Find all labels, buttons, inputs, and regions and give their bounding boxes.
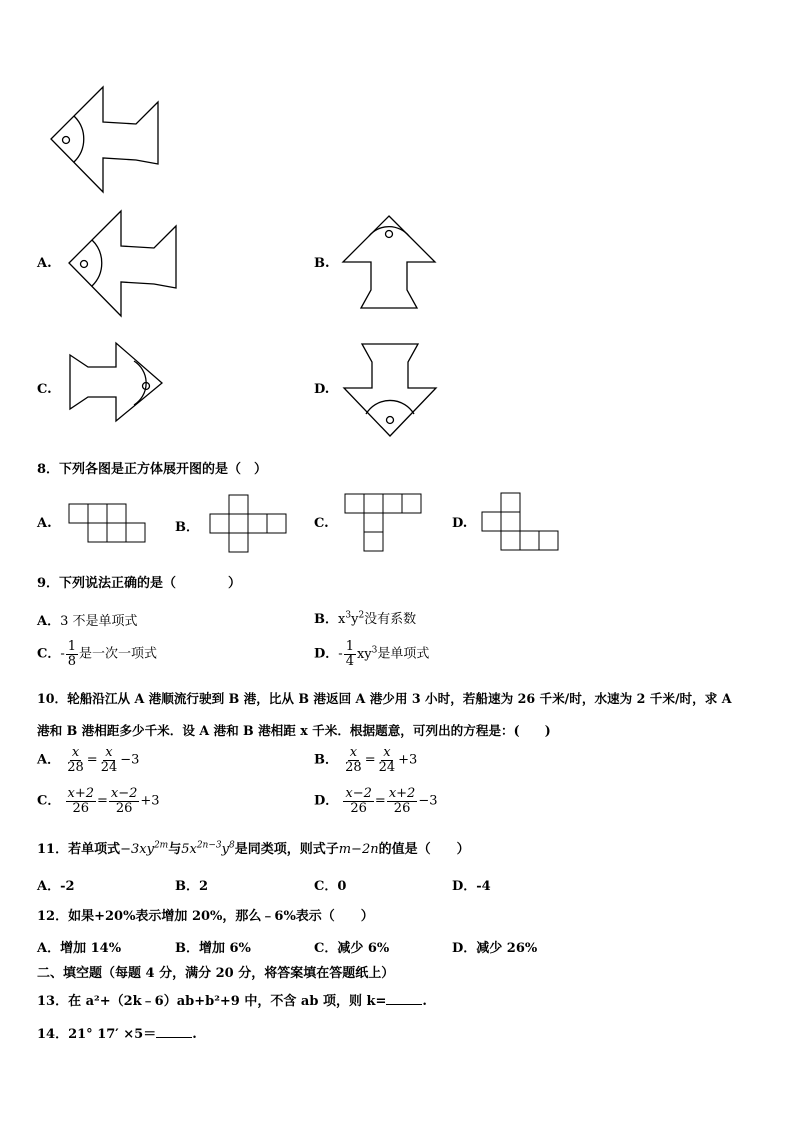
q12-option-d[interactable]: D．减少 26% xyxy=(452,941,538,956)
q8-option-a-net[interactable] xyxy=(68,503,146,543)
q11-option-b[interactable]: B．2 xyxy=(175,879,209,894)
q9-option-b[interactable] xyxy=(314,608,416,627)
fish-option-b-figure[interactable] xyxy=(341,214,437,310)
q9-option-c-text: 是一次一项式 xyxy=(79,646,158,662)
fish-option-d-label: D. xyxy=(314,382,330,397)
q9-stem: 9．下列说法正确的是（ ） xyxy=(37,576,242,591)
q10-option-d[interactable]: D． $\frac{x-2}{26}$ = $\frac{x+2}{26}$ −3 xyxy=(314,786,438,816)
q12-option-a[interactable]: A．增加 14% xyxy=(37,941,122,956)
q11-monomial-1: $-3xy^{2m}$ xyxy=(120,840,169,857)
q9-option-d-label: D． xyxy=(314,646,339,662)
q9-option-d-text: 是单项式 xyxy=(377,646,430,662)
q9-option-d-math: $xy^3$ xyxy=(356,645,378,662)
q11-expression: m−2n xyxy=(338,842,379,857)
fish-option-c-figure[interactable] xyxy=(68,341,164,421)
q9-option-a-text: 3 不是单项式 xyxy=(60,614,138,629)
q10-stem-line2: 港和 B 港相距多少千米．设 A 港和 B 港相距 x 千米．根据题意，可列出的方程是：( ) xyxy=(37,723,551,738)
q9-option-c-sign: - xyxy=(60,646,65,662)
q9-option-b-text: 没有系数 xyxy=(364,612,417,627)
q9-option-c-fraction: $\frac{1}{8}$ xyxy=(67,639,77,669)
q12-option-c[interactable]: C．减少 6% xyxy=(314,941,390,956)
q10-option-a-label: A． xyxy=(37,752,61,768)
q13: 13．在 a²+（2k﹣6）ab+b²+9 中，不含 ab 项，则 k= . xyxy=(37,994,427,1009)
q9-option-b-math: $x^3y^2$ xyxy=(338,610,365,627)
q10-stem-line1: 10．轮船沿江从 A 港顺流行驶到 B 港，比从 B 港返回 A 港少用 3 小时，若船速为 26 千米/时，水速为 2 千米/时，求 A xyxy=(37,691,732,706)
q9-option-a-label: A． xyxy=(37,614,61,629)
q8-option-b-net[interactable] xyxy=(209,494,287,552)
q10-option-a[interactable]: A． $\frac{x}{28}$ = $\frac{x}{24}$ −3 xyxy=(37,745,140,775)
q11-stem: 11．若单项式$-3xy^{2m}$与$5x^{2n-3}y^8$是同类项，则式子m−2n的值是（ ） xyxy=(37,840,470,857)
fish-figure-original xyxy=(48,84,163,194)
fish-option-a-label: A. xyxy=(37,256,52,271)
q11-option-a[interactable]: A．-2 xyxy=(37,879,75,894)
q12-option-b[interactable]: B．增加 6% xyxy=(175,941,251,956)
q9-option-d-sign: - xyxy=(338,646,343,662)
q9-option-b-label: B． xyxy=(314,612,338,627)
fish-option-b-label: B. xyxy=(314,256,330,271)
q9-option-c[interactable] xyxy=(37,640,157,668)
q10-option-d-label: D． xyxy=(314,793,339,809)
q8-stem: 8．下列各图是正方体展开图的是（ ） xyxy=(37,462,268,477)
q8-option-c-label: C. xyxy=(314,516,329,531)
q8-option-d-label: D. xyxy=(452,516,468,531)
q10-option-b[interactable]: B． $\frac{x}{28}$ = $\frac{x}{24}$ +3 xyxy=(314,745,418,775)
q8-option-c-net[interactable] xyxy=(344,493,422,551)
fish-option-a-figure[interactable] xyxy=(66,208,181,318)
q11-option-c[interactable]: C．0 xyxy=(314,879,347,894)
q9-option-a[interactable] xyxy=(37,610,138,629)
q9-option-d[interactable] xyxy=(314,640,429,668)
q9-option-c-label: C． xyxy=(37,646,61,662)
q10-option-b-label: B． xyxy=(314,752,338,768)
q8-option-b-label: B． xyxy=(175,520,199,535)
q12-stem: 12．如果+20%表示增加 20%，那么﹣6%表示（ ） xyxy=(37,909,374,924)
q13-answer-blank[interactable] xyxy=(386,992,422,1005)
section2-title: 二、填空题（每题 4 分，满分 20 分，将答案填在答题纸上） xyxy=(37,966,395,981)
q11-option-d[interactable]: D．-4 xyxy=(452,879,491,894)
q10-option-c[interactable]: C． $\frac{x+2}{26}$ = $\frac{x-2}{26}$ +3 xyxy=(37,786,160,816)
q14: 14．21° 17′ ×5＝ . xyxy=(37,1027,197,1042)
fish-option-d-figure[interactable] xyxy=(342,342,438,438)
q11-monomial-2: $5x^{2n-3}y^8$ xyxy=(181,840,235,857)
q8-option-a-label: A. xyxy=(37,516,52,531)
q14-answer-blank[interactable] xyxy=(156,1025,192,1038)
q8-option-d-net[interactable] xyxy=(481,492,559,550)
fish-option-c-label: C. xyxy=(37,382,52,397)
q9-option-d-fraction: $\frac{1}{4}$ xyxy=(345,639,354,669)
q10-option-c-label: C． xyxy=(37,793,61,809)
